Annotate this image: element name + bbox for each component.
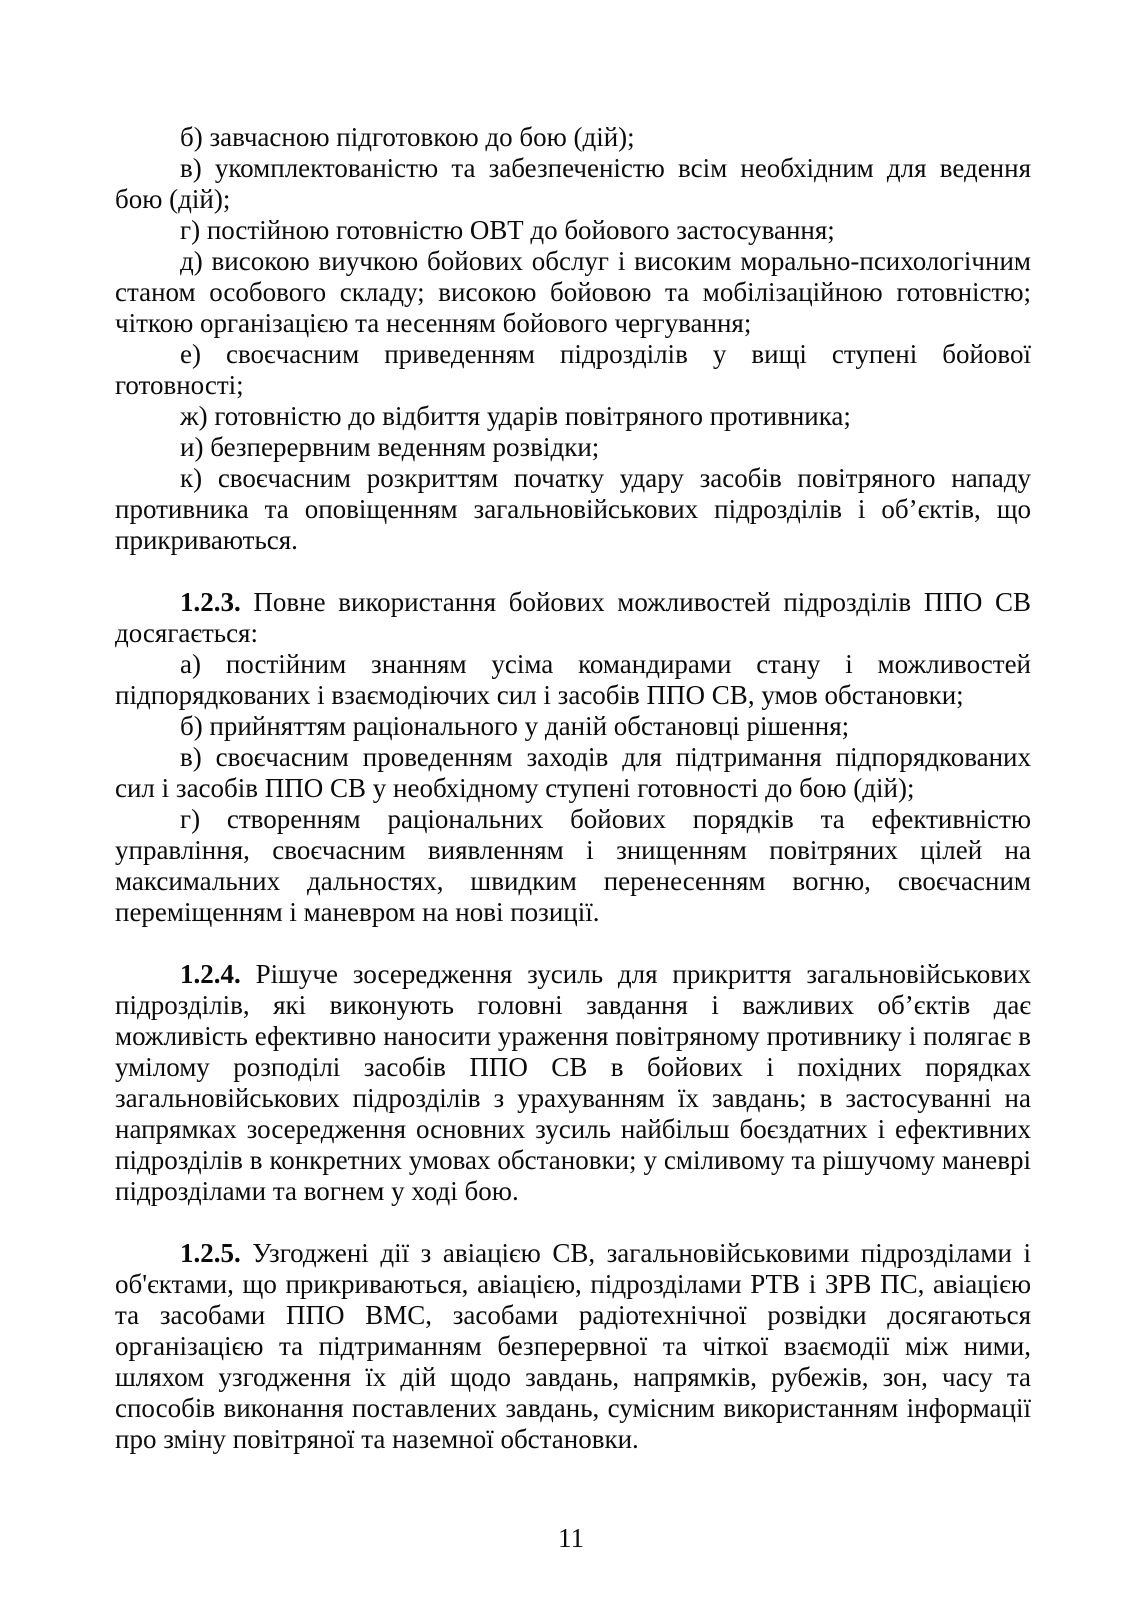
paragraph — [115, 649, 1031, 711]
section-number: 1.2.4. — [180, 959, 256, 989]
paragraph-text: а) постійним знанням усіма командирами стану і можливостей підпорядкованих і взаємодіючих сил і засобів ППО СВ, умов обстановки; — [115, 649, 1031, 710]
section-paragraph — [115, 587, 1031, 649]
paragraph — [115, 153, 1031, 215]
paragraph-text: в) своєчасним проведенням заходів для підтримання підпорядкованих сил і засобів ППО СВ у необхідному ступені готовності до бою (дій); — [115, 742, 1031, 803]
paragraph-text: г) створенням раціональних бойових порядків та ефективністю управління, своєчасним виявленням і знищенням повітряних цілей на максимальних дальностях, швидким перенесенням вогню, своєчасним переміщенням і маневром на нові позиції. — [115, 804, 1031, 927]
section-number: 1.2.3. — [180, 587, 254, 617]
section-number: 1.2.5. — [180, 1238, 253, 1268]
section-paragraph — [115, 959, 1031, 1207]
paragraph — [115, 432, 1031, 463]
paragraph-text: г) постійною готовністю ОВТ до бойового застосування; — [180, 215, 835, 245]
document-body — [115, 122, 1031, 1455]
paragraph — [115, 339, 1031, 401]
paragraph-text: е) своєчасним приведенням підрозділів у вищі ступені бойової готовності; — [115, 339, 1031, 400]
section-paragraph — [115, 1238, 1031, 1455]
paragraph-text: Рішуче зосередження зусиль для прикриття загальновійськових підрозділів, які виконують головні завдання і важливих об’єктів дає можливість ефективно наносити ураження повітряному противнику і полягає в умілому розподілі засобів ППО СВ в бойових і похідних порядках загальновійськових підрозділів з урахуванням їх завдань; в застосуванні на напрямках зосередження основних зусиль найбільш боєздатних і ефективних підрозділів в конкретних умовах обстановки; у сміливому та рішучому маневрі підрозділами та вогнем у ході бою. — [115, 959, 1031, 1206]
paragraph — [115, 215, 1031, 246]
paragraph-text: б) завчасною підготовкою до бою (дій); — [180, 122, 635, 152]
paragraph — [115, 122, 1031, 153]
paragraph — [115, 711, 1031, 742]
paragraph — [115, 401, 1031, 432]
paragraph — [115, 246, 1031, 339]
paragraph — [115, 463, 1031, 556]
paragraph-text: в) укомплектованістю та забезпеченістю всім необхідним для ведення бою (дій); — [115, 153, 1031, 214]
paragraph — [115, 804, 1031, 928]
paragraph-text: ж) готовністю до відбиття ударів повітряного противника; — [180, 401, 851, 431]
paragraph-text: Узгоджені дії з авіацією СВ, загальновійськовими підрозділами і об'єктами, що прикриваються, авіацією, підрозділами РТВ і ЗРВ ПС, авіацією та засобами ППО ВМС, засобами радіотехнічної розвідки досягаються організацією та підтриманням безперервної та чіткої взаємодії між ними, шляхом узгодження їх дій щодо завдань, напрямків, рубежів, зон, часу та способів виконання поставлених завдань, сумісним використанням інформації про зміну повітряної та наземної обстановки. — [115, 1238, 1031, 1454]
paragraph-text: Повне використання бойових можливостей підрозділів ППО СВ досягається: — [115, 587, 1031, 648]
paragraph-text: к) своєчасним розкриттям початку удару засобів повітряного нападу противника та оповіщенням загальновійськових підрозділів і об’єктів, що прикриваються. — [115, 463, 1031, 555]
paragraph-text: д) високою виучкою бойових обслуг і високим морально-психологічним станом особового складу; високою бойовою та мобілізаційною готовністю; чіткою організацією та несенням бойового чергування; — [115, 246, 1031, 338]
paragraph — [115, 742, 1031, 804]
paragraph-text: б) прийняттям раціонального у даній обстановці рішення; — [180, 711, 850, 741]
page-number: 11 — [558, 1523, 584, 1553]
paragraph-text: и) безперервним веденням розвідки; — [180, 432, 600, 462]
